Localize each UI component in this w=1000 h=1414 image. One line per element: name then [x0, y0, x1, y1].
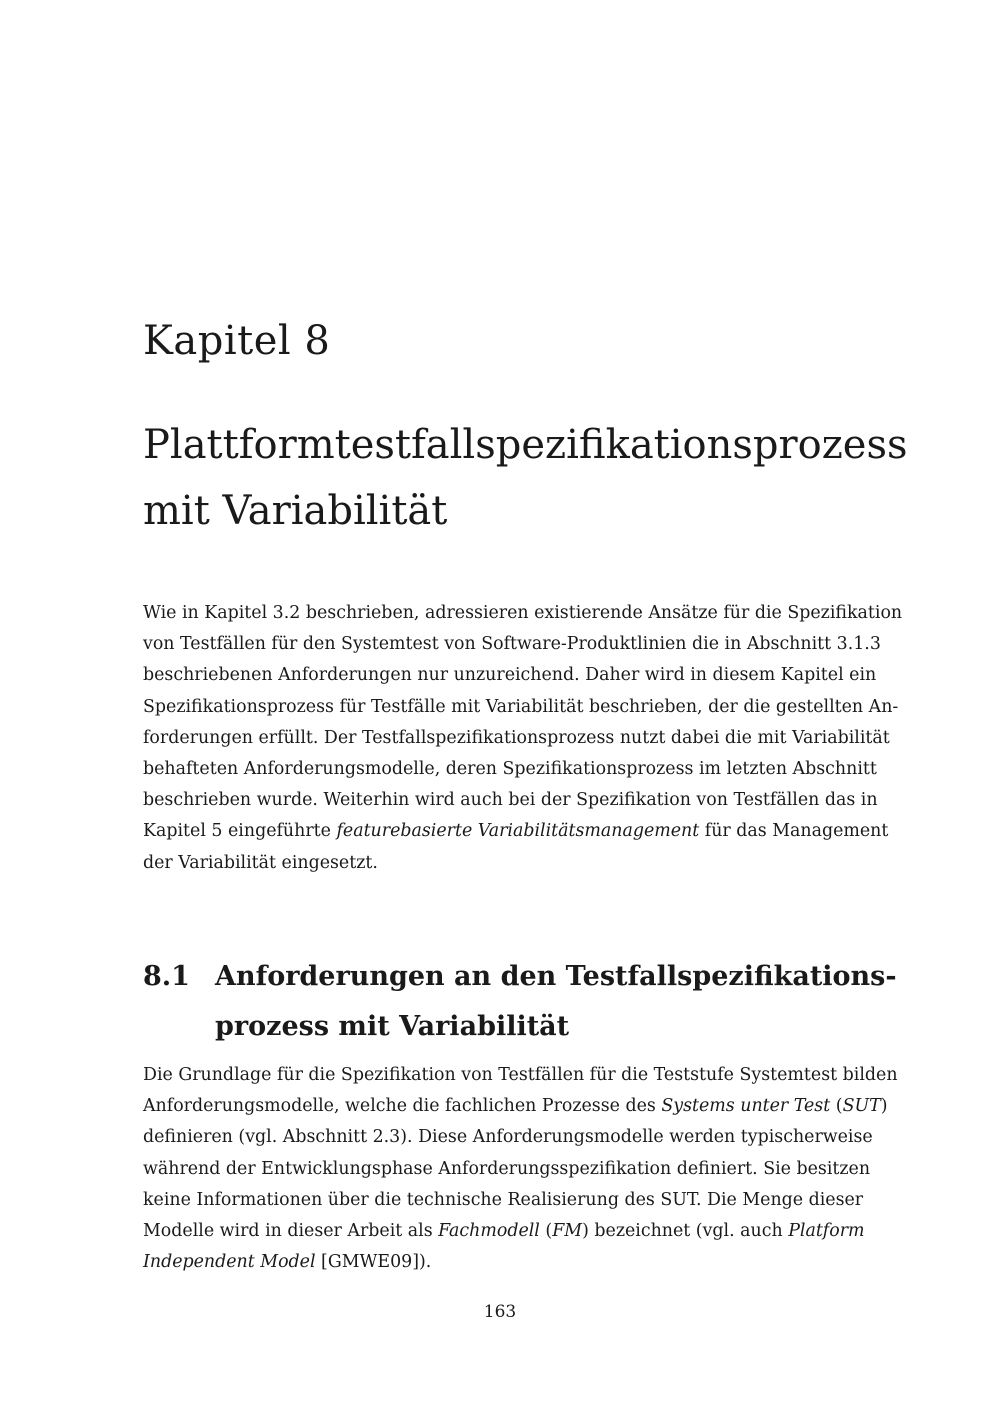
- emphasized-term: FM: [552, 1221, 583, 1242]
- paragraph-line: Wie in Kapitel 3.2 beschrieben, adressieren existierende Ansätze für die Spezifikation: [143, 603, 903, 623]
- paragraph-line: [143, 1091, 888, 1122]
- emphasized-term: Systems unter Test: [661, 1096, 831, 1117]
- paragraph-line: Spezifikationsprozess für Testfälle mit Variabilität beschrieben, der die gestellten An-: [143, 696, 899, 717]
- paragraph-line: behafteten Anforderungsmodelle, deren Spezifikationsprozess im letzten Abschnitt: [143, 759, 877, 780]
- paragraph-line: Die Grundlage für die Spezifikation von Testfällen für die Teststufe Systemtest bilden: [143, 1065, 898, 1085]
- section-title-line: prozess mit Variabilität: [215, 1011, 570, 1042]
- section-title-line: Anforderungen an den Testfallspezifikations-: [215, 961, 897, 992]
- intro-paragraph: [143, 598, 903, 879]
- paragraph-line: [143, 1247, 857, 1278]
- emphasized-term: SUT: [842, 1096, 881, 1117]
- paragraph-line: forderungen erfüllt. Der Testfallspezifikationsprozess nutzt dabei die mit Variabilität: [143, 727, 890, 748]
- emphasized-term: featurebasierte Variabilitätsmanagement: [336, 821, 700, 842]
- section-paragraph: [143, 1060, 898, 1278]
- paragraph-line: keine Informationen über die technische Realisierung des SUT. Die Menge dieser: [143, 1189, 864, 1210]
- paragraph-line: [143, 1216, 865, 1247]
- emphasized-term: Independent Model: [143, 1252, 316, 1273]
- emphasized-term: Platform: [788, 1221, 865, 1242]
- text-run: Modelle wird in dieser Arbeit als: [143, 1221, 439, 1242]
- text-run: Kapitel 5 eingeführte: [143, 821, 337, 842]
- emphasized-term: Fachmodell: [438, 1221, 540, 1242]
- chapter-title-line: mit Variabilität: [143, 488, 448, 534]
- section-title: [215, 952, 897, 1052]
- chapter-label: Kapitel 8: [143, 318, 331, 364]
- page-number: 163: [483, 1302, 517, 1322]
- text-run: ): [880, 1096, 888, 1117]
- citation: [GMWE09]).: [315, 1252, 432, 1273]
- paragraph-line: beschriebenen Anforderungen nur unzureichend. Daher wird in diesem Kapitel ein: [143, 665, 877, 686]
- document-page: [143, 0, 908, 1414]
- paragraph-line: der Variabilität eingesetzt.: [143, 852, 378, 873]
- section-number: 8.1: [143, 961, 190, 992]
- paragraph-line: [143, 816, 889, 847]
- text-run: (: [539, 1221, 553, 1242]
- paragraph-line: beschrieben wurde. Weiterhin wird auch bei der Spezifikation von Testfällen das in: [143, 790, 878, 811]
- text-run: ) bezeichnet (vgl. auch: [582, 1221, 789, 1242]
- text-run: für das Management: [699, 821, 889, 842]
- paragraph-line: während der Entwicklungsphase Anforderungsspezifikation definiert. Sie besitzen: [143, 1158, 871, 1179]
- text-run: Anforderungsmodelle, welche die fachlichen Prozesse des: [143, 1096, 662, 1117]
- paragraph-line: von Testfällen für den Systemtest von Software-Produktlinien die in Abschnitt 3.1.3: [143, 634, 881, 655]
- chapter-title: [143, 412, 908, 544]
- chapter-title-line: Plattformtestfallspezifikationsprozess: [143, 422, 908, 468]
- paragraph-line: definieren (vgl. Abschnitt 2.3). Diese Anforderungsmodelle werden typischerweise: [143, 1127, 873, 1148]
- text-run: (: [830, 1096, 843, 1117]
